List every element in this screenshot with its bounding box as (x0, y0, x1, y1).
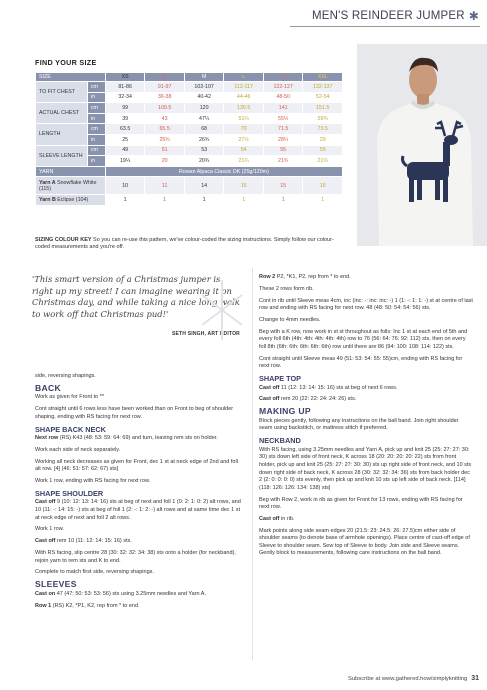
shoulder-text-4: With RS facing, slip centre 28 (30: 32: 32: 34: 38) sts onto a holder (for neckband), rejoin yarn to rem sts and K to end. (35, 549, 236, 564)
table-cell: 26¾ (184, 134, 224, 145)
finishing-text: Mark points along side seam edges 20 (21.5: 23: 24.5: 26: 27.5)cm either side of shoulder seams (to denote base of armhole openings). Place centre of cast-off edge of Sleeve to shoulder seam. Sew top of Sleeve to body. Join side and Sleeve seams. Gently block to measurements, following care instructions on the ball band. (259, 527, 470, 557)
table-cell: 1 (224, 195, 264, 206)
table-cell: 53 (184, 145, 224, 156)
unit-in: in (87, 113, 105, 124)
table-cell: 15 (224, 177, 264, 195)
neckband-bold: Cast off (259, 515, 280, 522)
table-cell: 91-97 (145, 82, 185, 93)
table-cell: 32-34 (105, 92, 145, 103)
size-section-title: FIND YOUR SIZE (35, 58, 97, 67)
table-cell: 39 (105, 113, 145, 124)
table-cell: 49 (105, 145, 145, 156)
size-xxl: XXL (303, 73, 343, 82)
table-cell: 68 (184, 124, 224, 135)
table-cell: 40-42 (184, 92, 224, 103)
sleeves-heading: SLEEVES (35, 579, 77, 590)
table-cell: 15 (263, 177, 303, 195)
table-cell: 55 (263, 145, 303, 156)
yarn-header-row (36, 166, 343, 177)
table-cell: 11 (145, 177, 185, 195)
table-cell: 14 (184, 177, 224, 195)
neck-text: (RS) K43 (48: 53: 59: 64: 69) and turn, leaving rem sts on holder. (58, 435, 218, 442)
table-cell: 16 (303, 177, 343, 195)
unit-in: in (87, 156, 105, 167)
top-instruction (259, 385, 473, 393)
unit-in: in (87, 92, 105, 103)
table-cell: 99 (105, 103, 145, 114)
neckband-instruction (259, 516, 473, 524)
sleeves-instruction (35, 591, 245, 599)
shape-back-neck-heading: SHAPE BACK NECK (35, 424, 106, 434)
table-cell: 112-117 (224, 82, 264, 93)
table-row (36, 124, 343, 135)
row2-text: P2, *K1, P2, rep from * to end. (275, 274, 351, 280)
table-cell: 151.5 (303, 103, 343, 114)
table-cell: 51¼ (224, 113, 264, 124)
size-xl: XL (263, 73, 303, 82)
key-text: So you can re-use this pattern, we've colour-coded the sizing instructions. Simply follow our colour-coded measurements and you're off. (35, 237, 334, 251)
shoulder-text: 9 (10: 12: 13: 14: 16) sts at beg of next and foll 1 (0: 2: 1: 0: 2) alt rows, and 10 (11: -: 14: 15: -) sts at beg of foll 1 (2: -: 1: 2: -) alt rows and at same time dec 1 st at neck edge of next and foll 2 alt rows. (35, 499, 241, 521)
header-rule (290, 26, 480, 27)
neckband-text-2: Beg with Row 2, work in rib as given for Front for 13 rows, ending with RS facing for next row. (259, 496, 463, 511)
table-cell: 27½ (224, 134, 264, 145)
row-label: SLEEVE LENGTH (36, 145, 88, 166)
neckband-text-3: in rib. (279, 515, 295, 522)
back-text: Work as given for Front to ** (35, 394, 104, 401)
row2-instruction (259, 274, 473, 282)
column-divider (252, 268, 253, 660)
table-cell: 70 (224, 124, 264, 135)
shoulder-text-5: Complete to match first side, reversing shapings. (35, 569, 154, 576)
making-up-text: Block pieces gently, following any instructions on the ball band. Join right shoulder seam using backstitch, or mattress stitch if preferred. (259, 417, 459, 432)
table-cell: 71.5 (263, 124, 303, 135)
table-row (36, 103, 343, 114)
table-cell: 132-137 (303, 82, 343, 93)
row-label: ACTUAL CHEST (36, 103, 88, 124)
table-row (36, 82, 343, 93)
table-cell: 20¾ (184, 156, 224, 167)
table-cell: 55½ (263, 113, 303, 124)
yarn-a-bold: Yarn A (39, 179, 56, 186)
row-label: TO FIT CHEST (36, 82, 88, 103)
table-cell: 47¼ (184, 113, 224, 124)
shoulder-instruction (35, 499, 245, 522)
table-cell: 29 (303, 134, 343, 145)
sleeves-text: 47 (47: 50: 53: 53: 56) sts using 3.25mm needles and Yarn A. (55, 590, 207, 597)
model-illustration (357, 44, 487, 246)
intro-text: side, reversing shapings. (35, 373, 96, 379)
table-cell: 43 (145, 113, 185, 124)
table-cell: 48-50 (263, 92, 303, 103)
rib-text: These 2 rows form rib. (259, 285, 314, 292)
top-text: 11 (12: 13: 14: 15: 16) sts at beg of next 6 rows. (279, 384, 398, 391)
making-up-heading: MAKING UP (259, 406, 311, 417)
table-cell: 55 (303, 145, 343, 156)
shape-top-heading: SHAPE TOP (259, 374, 302, 384)
table-cell: 19¼ (105, 156, 145, 167)
shoulder-text-2: Work 1 row. (35, 526, 64, 533)
page-header (312, 9, 479, 23)
yarn-label: YARN (36, 166, 106, 177)
neckband-text: With RS facing, using 3.25mm needles and Yarn A, pick up and knit 25 (25: 27: 27: 30: 30) sts down left side of front neck, K across 18 (20: 20: 20: 20: 22) sts from front holder, pick up and knit 25 (25: 27: 27: 30: 30) sts up right side of front neck, and 10 sts down right side of back neck, K across 28 (30: 32: 32: 34: 36) sts from back holder dec 2 (2: 0: 0: 0: 0) sts evenly, then pick up and knit 10 sts up left side of back neck. [114] (118: 126: 126: 134: 138) sts] (259, 446, 472, 491)
row2-bold: Row 2 (259, 274, 276, 280)
yarn-b-rest: Eclipse (104) (55, 197, 89, 204)
yarn-a-label (36, 177, 106, 195)
back-text-2: Cont straight until 6 rows less have been worked than on Front to beg of shoulder shaping, ending with RS facing for next row. (35, 406, 234, 420)
table-cell: 44-46 (224, 92, 264, 103)
table-cell: 25¾ (145, 134, 185, 145)
table-cell: 1 (263, 195, 303, 206)
table-cell: 73.5 (303, 124, 343, 135)
neck-bold: Next row (35, 435, 59, 442)
table-cell: 65.5 (145, 124, 185, 135)
table-cell: 21¾ (303, 156, 343, 167)
table-cell: 21¼ (224, 156, 264, 167)
unit-cm: cm (87, 82, 105, 93)
quote-author: SETH SINGH, ART EDITOR (171, 331, 240, 337)
table-cell: 120 (184, 103, 224, 114)
row-label: LENGTH (36, 124, 88, 145)
shoulder-bold-2: Cast off (35, 538, 56, 545)
table-cell: 81-86 (105, 82, 145, 93)
size-s: S (145, 73, 185, 82)
table-cell: 130.5 (224, 103, 264, 114)
table-row (36, 145, 343, 156)
neck-text-3: Working all neck decreases as given for Front, dec 1 st at neck edge of 2nd and foll alt row. [4] (46: 51: 57: 62: 67) sts] (35, 458, 238, 473)
unit-cm: cm (87, 103, 105, 114)
needles-text: Change to 4mm needles. (259, 316, 321, 323)
yarn-a-rest: Snowflake White (115) (39, 179, 97, 192)
table-cell: 54 (224, 145, 264, 156)
yarn-b-row (36, 195, 343, 206)
key-title: SIZING COLOUR KEY (35, 237, 92, 243)
table-cell: 20 (145, 156, 185, 167)
table-cell: 28¼ (263, 134, 303, 145)
table-cell: 10 (105, 177, 145, 195)
left-column (35, 373, 245, 614)
right-column (259, 274, 473, 562)
page-number: 31 (471, 675, 479, 682)
size-table (35, 72, 343, 206)
straight-text: Cont straight until Sleeve meas 49 (51: 53: 54: 55: 55)cm, ending with RS facing for next row. (259, 355, 463, 370)
rib-text-2: Cont in rib until Sleeve meas 4cm, inc (inc: -: inc: inc: -) 1 (1: -: 1: 1: -) st at centre of last row and ending with RS facing for next row. 48 (48: 50: 54: 54: 56) sts. (259, 297, 473, 312)
unit-cm: cm (87, 145, 105, 156)
yarn-name: Rowan Alpaca Classic DK (25g/120m) (105, 166, 342, 177)
snowflake-decoration-icon (200, 270, 245, 350)
table-cell: 51 (145, 145, 185, 156)
size-header-row (36, 73, 343, 82)
neck-instruction (35, 435, 245, 443)
model-photo (357, 44, 487, 246)
top-bold-2: Cast off (259, 396, 280, 403)
shoulder-instruction-2 (35, 538, 245, 546)
yarn-a-row (36, 177, 343, 195)
yarn-b-label (36, 195, 106, 206)
table-cell: 141 (263, 103, 303, 114)
size-head-label: SIZE (36, 73, 106, 82)
table-cell: 25 (105, 134, 145, 145)
top-text-2: rem 20 (22: 22: 24: 24: 26) sts. (279, 396, 357, 403)
table-cell: 21¾ (263, 156, 303, 167)
table-cell: 102-107 (184, 82, 224, 93)
shoulder-bold: Cast off (35, 499, 56, 506)
back-heading: BACK (35, 382, 62, 393)
pull-quote: 'This smart version of a Christmas jumper is right up my street! I can imagine wearing it on Christmas day, and while taking a nice long walk to work off that Christmas pud!' (32, 274, 240, 319)
footer (348, 675, 479, 682)
table-cell: 109.5 (145, 103, 185, 114)
sleeves-instruction-2 (35, 603, 245, 611)
table-cell: 1 (105, 195, 145, 206)
table-cell: 36-38 (145, 92, 185, 103)
table-cell: 122-127 (263, 82, 303, 93)
sizing-colour-key (35, 237, 345, 252)
table-cell: 63.5 (105, 124, 145, 135)
size-m: M (184, 73, 224, 82)
snowflake-icon: ✱ (468, 9, 479, 23)
neckband-heading: NECKBAND (259, 436, 301, 446)
shape-shoulder-heading: SHAPE SHOULDER (35, 488, 104, 498)
size-xs: XS (105, 73, 145, 82)
table-cell: 52-54 (303, 92, 343, 103)
sleeves-bold: Cast on (35, 590, 56, 597)
increase-text: Beg with a K row, now work in st st throughout as folls: Inc 1 st at each end of 5th and every foll 6th (4th: 4th: 4th: 4th: 4th) row to 76 (56: 64: 76: 92: 112) sts, then on every foll 8th (6th: 6th: 6th: 6th: 6th) row until there are 86 (94: 100: 108: 114: 122) sts. (259, 328, 468, 350)
table-cell: 1 (303, 195, 343, 206)
top-bold: Cast off (259, 384, 280, 391)
table-cell: 1 (184, 195, 224, 206)
sleeves-text-2: (RS) K2, *P1, K2, rep from * to end. (51, 602, 140, 609)
size-l: L (224, 73, 264, 82)
table-cell: 59¾ (303, 113, 343, 124)
neck-text-2: Work each side of neck separately. (35, 446, 121, 453)
neck-text-4: Work 1 row, ending with RS facing for next row. (35, 478, 151, 485)
footer-text: Subscribe at www.gathered.how/simplyknitting (347, 676, 468, 682)
table-cell: 1 (145, 195, 185, 206)
yarn-b-bold: Yarn B (39, 197, 56, 204)
header-title: MEN'S REINDEER JUMPER (312, 10, 465, 22)
sleeves-bold-2: Row 1 (35, 602, 52, 609)
unit-cm: cm (87, 124, 105, 135)
shoulder-text-3: rem 10 (11: 12: 14: 15: 16) sts. (55, 538, 132, 545)
top-instruction-2 (259, 396, 473, 404)
unit-in: in (87, 134, 105, 145)
